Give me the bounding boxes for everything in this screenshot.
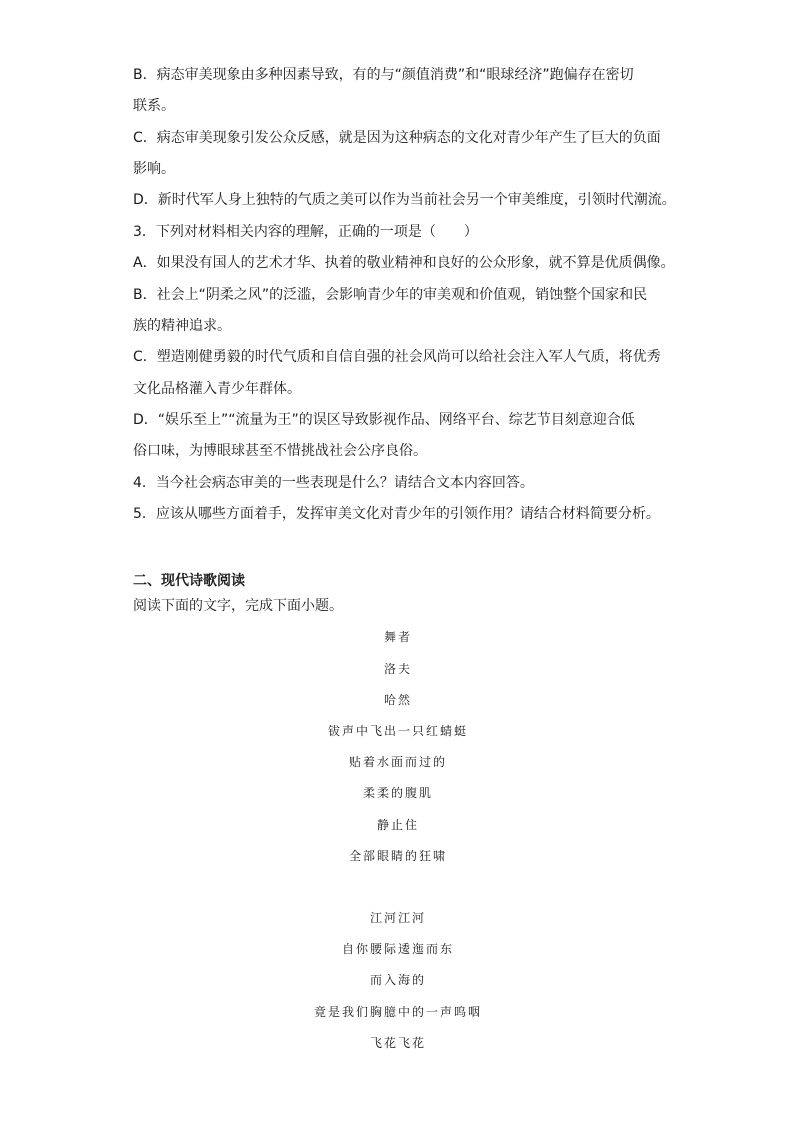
- poem-line: 贴着水面而过的: [348, 755, 447, 769]
- option-2d: D．新时代军人身上独特的气质之美可以作为当前社会另一个审美维度，引领时代潮流。: [133, 192, 676, 208]
- question-5: 5．应该从哪些方面着手，发挥审美文化对青少年的引领作用？请结合材料简要分析。: [133, 506, 660, 522]
- section-2-title: 二、现代诗歌阅读: [133, 573, 245, 589]
- option-2b-line2: 联系。: [133, 98, 175, 114]
- question-3-stem: 3．下列对材料相关内容的理解，正确的一项是（ ）: [133, 224, 478, 240]
- poem-line: 全部眼睛的狂啸: [348, 849, 447, 863]
- poem-line: 江河江河: [369, 911, 426, 925]
- poem-line: 哈然: [383, 693, 412, 707]
- option-3a: A．如果没有国人的艺术才华、执着的敬业精神和良好的公众形象，就不算是优质偶像。: [133, 255, 675, 271]
- poem-line: 飞花飞花: [369, 1036, 426, 1050]
- option-3d-line2: 俗口味，为博眼球甚至不惜挑战社会公序良俗。: [133, 443, 427, 459]
- option-2c-line1: C．病态审美现象引发公众反感，就是因为这种病态的文化对青少年产生了巨大的负面: [133, 130, 661, 146]
- section-2-instruction: 阅读下面的文字，完成下面小题。: [133, 598, 343, 614]
- poem-line: 钹声中飞出一只红蜻蜓: [327, 724, 468, 738]
- option-2c-line2: 影响。: [133, 161, 175, 177]
- poem-line: 静止住: [376, 818, 419, 832]
- poem-line: 柔柔的腹肌: [362, 786, 433, 800]
- poem-author: 洛夫: [383, 662, 412, 676]
- poem-line: 自你腰际逶迤而东: [341, 942, 454, 956]
- poem-line: 而入海的: [369, 973, 426, 987]
- option-3c-line1: C．塑造刚健勇毅的时代气质和自信自强的社会风尚可以给社会注入军人气质，将优秀: [133, 349, 661, 365]
- poem-title: 舞者: [383, 630, 412, 644]
- option-2b-line1: B．病态审美现象由多种因素导致，有的与“颜值消费”和“眼球经济”跑偏存在密切: [133, 67, 634, 83]
- option-3b-line2: 族的精神追求。: [133, 318, 231, 334]
- poem-line: 竟是我们胸臆中的一声呜咽: [313, 1005, 482, 1019]
- question-4: 4．当今社会病态审美的一些表现是什么？请结合文本内容回答。: [133, 475, 534, 491]
- option-3d-line1: D．“娱乐至上”“流量为王”的误区导致影视作品、网络平台、综艺节目刻意迎合低: [133, 412, 635, 428]
- option-3c-line2: 文化品格灌入青少年群体。: [133, 381, 301, 397]
- option-3b-line1: B．社会上“阴柔之风”的泛滥，会影响青少年的审美观和价值观，销蚀整个国家和民: [133, 287, 648, 303]
